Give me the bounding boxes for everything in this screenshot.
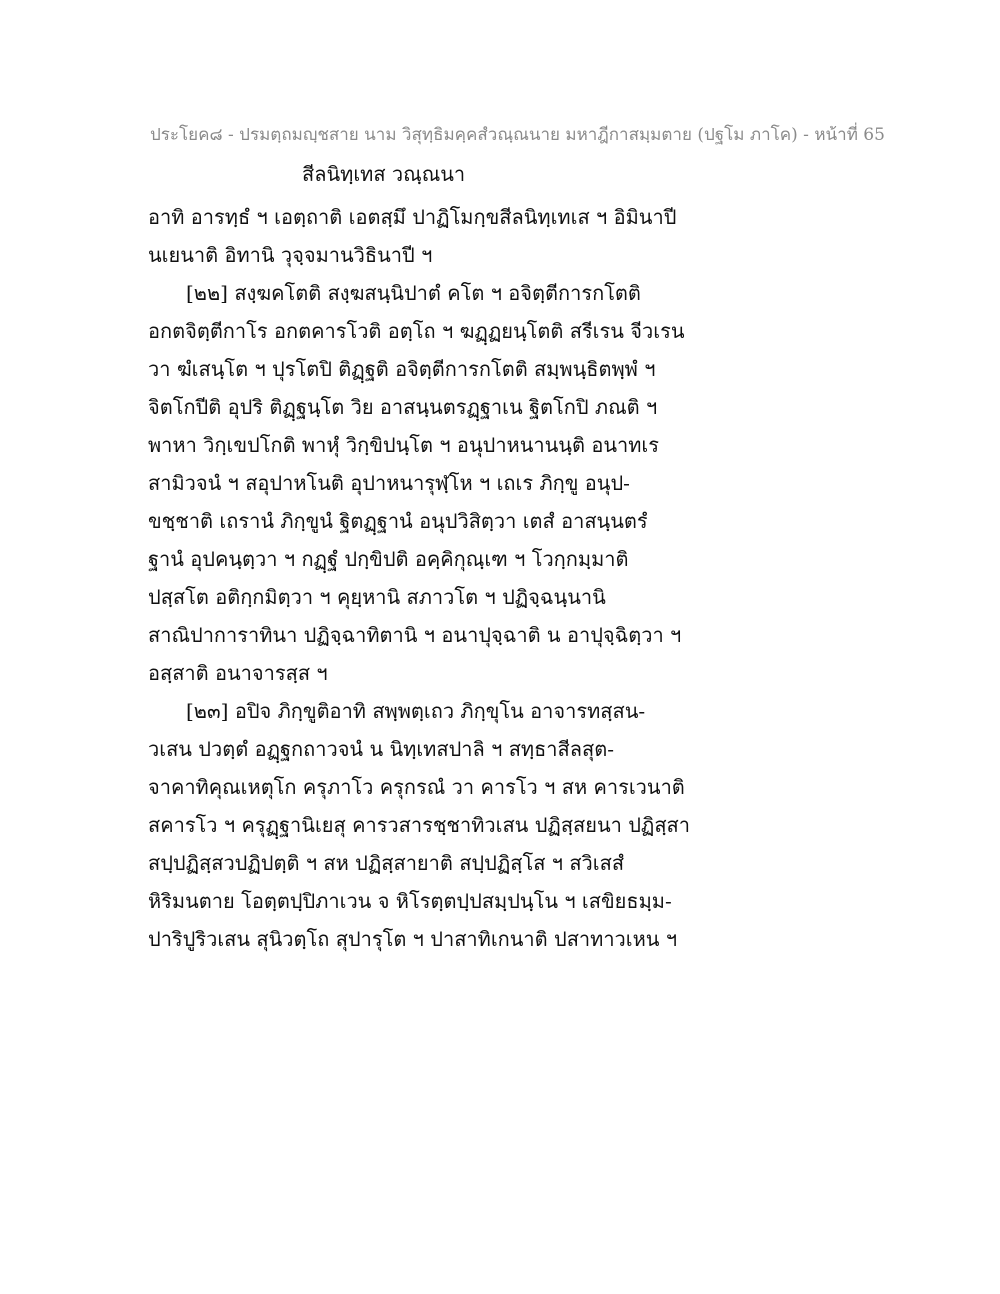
text-line: อาทิ อารทฺธํ ฯ เอตฺถาติ เอตสฺมึ ปาฏิโมกฺขสีลนิทฺเทเส ฯ อิมินาปี bbox=[148, 205, 677, 229]
text-line: สคารโว ฯ ครุฏฺฐานิเยสุ คารวสารชฺชาทิวเสน ปฏิสฺสยนา ปฏิสฺสา bbox=[148, 813, 690, 837]
paragraph-22-start: [๒๒] สงฺฆคโตติ สงฺฆสนฺนิปาตํ คโต ฯ อจิตฺตีการกโตติ bbox=[186, 281, 641, 305]
text-line: วเสน ปวตฺตํ อฏฺฐกถาวจนํ น นิทฺเทสปาลิ ฯ สทฺธาสีลสุต- bbox=[148, 737, 614, 761]
text-line: วา ฆํเสนฺโต ฯ ปุรโตปิ ติฏฺฐติ อจิตฺตีการกโตติ สมฺพนฺธิตพฺพํ ฯ bbox=[148, 357, 656, 381]
text-line: จิตโกปีติ อุปริ ติฏฺฐนฺโต วิย อาสนฺนตรฏฺฐาเน ฐิตโกปิ ภณติ ฯ bbox=[148, 395, 658, 419]
text-line: สามิวจนํ ฯ สอุปาหโนติ อุปาหนารุฬฺโห ฯ เถเร ภิกฺขู อนุป- bbox=[148, 471, 630, 495]
section-title: สีลนิทฺเทส วณฺณนา bbox=[302, 162, 466, 186]
text-line: อสฺสาติ อนาจารสฺส ฯ bbox=[148, 661, 328, 685]
text-line: ฐานํ อุปคนฺตฺวา ฯ กฏฺฐํ ปกฺขิปติ อคฺคิกุณฺเฑ ฯ โวกฺกมฺมาติ bbox=[148, 547, 629, 571]
text-line: นเยนาติ อิทานิ วุจฺจมานวิธินาปี ฯ bbox=[148, 243, 433, 267]
text-line: หิริมนตาย โอตฺตปฺปิภาเวน จ หิโรตฺตปฺปสมฺปนฺโน ฯ เสขิยธมฺม- bbox=[148, 889, 672, 913]
paragraph-23-start: [๒๓] อปิจ ภิกฺขูติอาทิ สพฺพตฺเถว ภิกฺขุโน อาจารทสฺสน- bbox=[186, 699, 646, 723]
text-line: สปฺปฏิสฺสวปฏิปตฺติ ฯ สห ปฏิสฺสายาติ สปฺปฏิสฺโส ฯ สวิเสสํ bbox=[148, 851, 625, 875]
text-line: จาคาทิคุณเหตุโก ครุภาโว ครุกรณํ วา คารโว ฯ สห คารเวนาติ bbox=[148, 775, 685, 799]
text-line: พาหา วิกฺเขปโกติ พาหุํ วิกฺขิปนฺโต ฯ อนุปาหนานนฺติ อนาทเร bbox=[148, 433, 659, 457]
text-line: ขชฺชาติ เถรานํ ภิกฺขูนํ ฐิตฏฺฐานํ อนุปวิสิตฺวา เตสํ อาสนฺนตรํ bbox=[148, 509, 648, 533]
text-line: อกตจิตฺตีกาโร อกตคารโวติ อตฺโถ ฯ ฆฏฺฏยนฺโตติ สรีเรน จีวเรน bbox=[148, 319, 685, 343]
running-header: ประโยค๘ - ปรมตฺถมญฺชสาย นาม วิสุทฺธิมคฺคสํวณฺณนาย มหาฎีกาสมฺมตาย (ปฐโม ภาโค) - หน้าที่ 65 bbox=[150, 125, 885, 145]
text-line: สาณิปาการาทินา ปฏิจฺฉาทิตานิ ฯ อนาปุจฺฉาติ น อาปุจฺฉิตฺวา ฯ bbox=[148, 623, 682, 647]
body-text bbox=[148, 198, 708, 958]
text-line: ปสฺสโต อติกฺกมิตฺวา ฯ คุยฺหานิ สภาวโต ฯ ปฏิจฺฉนฺนานิ bbox=[148, 585, 606, 609]
text-line: ปาริปูริวเสน สุนิวตฺโถ สุปารุโต ฯ ปาสาทิเกนาติ ปสาทาวเหน ฯ bbox=[148, 927, 678, 951]
